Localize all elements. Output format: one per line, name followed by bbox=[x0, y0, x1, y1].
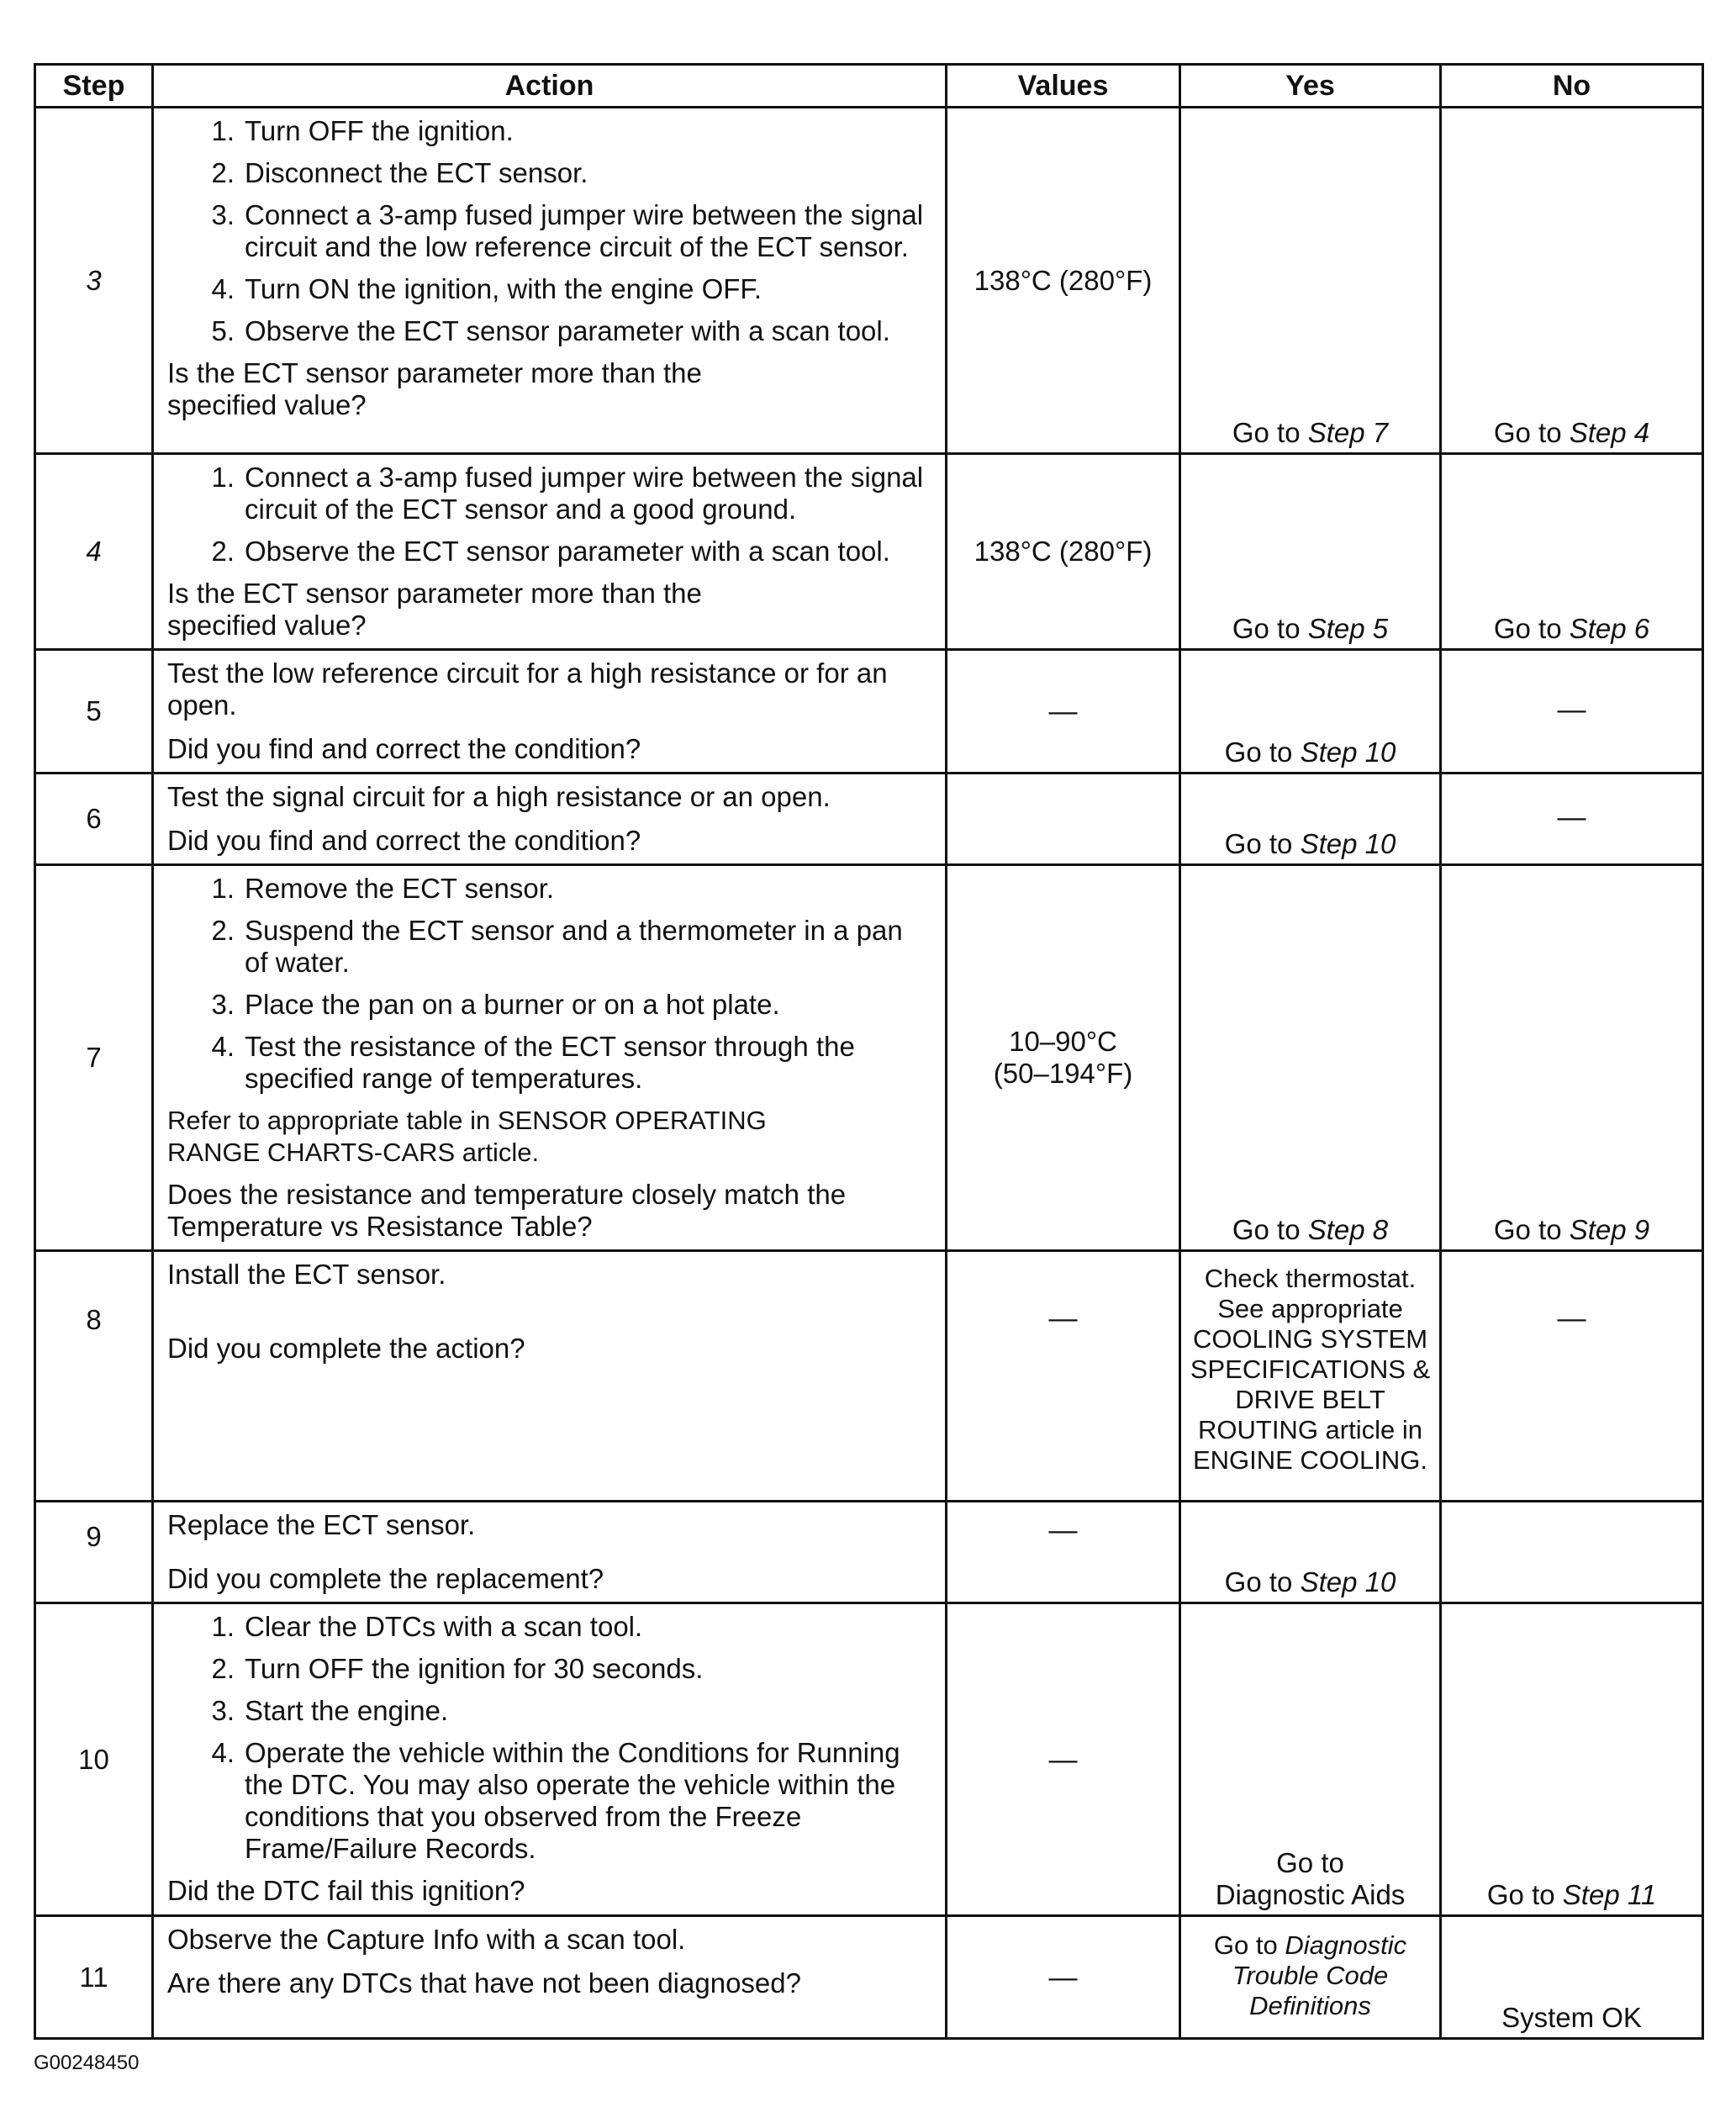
question-text: Did you find and correct the condition? bbox=[167, 733, 641, 764]
list-item: 4. Test the resistance of the ECT sensor through the specified range of temperatures. bbox=[211, 1031, 855, 1094]
table-row bbox=[35, 1916, 1703, 2039]
yes-cell: Go to Diagnostic Trouble Code Definitions bbox=[1180, 1916, 1441, 2039]
list-item: 4. Operate the vehicle within the Conditions for Running the DTC. You may also operate the vehicle within the conditions that you observed from the Freeze Frame/Failure Records. bbox=[211, 1737, 900, 1864]
header-values: Values bbox=[947, 65, 1180, 108]
no-cell: Go to Step 9 bbox=[1441, 865, 1703, 1251]
step-number: 11 bbox=[35, 1916, 153, 2039]
action-cell bbox=[153, 1603, 947, 1916]
table-row bbox=[35, 1251, 1703, 1502]
header-yes: Yes bbox=[1180, 65, 1441, 108]
value-line: 10–90°C bbox=[1009, 1026, 1117, 1057]
step-number: 3 bbox=[35, 108, 153, 454]
header-action: Action bbox=[153, 65, 947, 108]
list-item: 4. Turn ON the ignition, with the engine OFF. bbox=[211, 273, 762, 304]
yes-cell: Go to Step 5 bbox=[1180, 454, 1441, 650]
yes-cell: Go to Step 10 bbox=[1180, 774, 1441, 865]
action-cell bbox=[153, 650, 947, 774]
table-row bbox=[35, 865, 1703, 1251]
table-row bbox=[35, 1603, 1703, 1916]
list-item: 2. Turn OFF the ignition for 30 seconds. bbox=[211, 1653, 704, 1684]
no-cell: — bbox=[1441, 1251, 1703, 1502]
no-cell: Go to Step 6 bbox=[1441, 454, 1703, 650]
action-text: Observe the Capture Info with a scan tool. bbox=[167, 1924, 686, 1955]
value-cell: — bbox=[947, 650, 1180, 774]
question-text: Are there any DTCs that have not been diagnosed? bbox=[167, 1967, 801, 1999]
list-item: 3. Start the engine. bbox=[211, 1695, 449, 1726]
step-number: 8 bbox=[35, 1251, 153, 1502]
yes-line: Go to bbox=[1276, 1847, 1344, 1878]
yes-cell: Go to Step 8 bbox=[1180, 865, 1441, 1251]
action-text: Test the signal circuit for a high resistance or an open. bbox=[167, 781, 831, 812]
question-text: Did the DTC fail this ignition? bbox=[167, 1875, 525, 1906]
yes-cell: Go to Step 7 bbox=[1180, 108, 1441, 454]
header-step: Step bbox=[35, 65, 153, 108]
figure-id: G00248450 bbox=[34, 2051, 140, 2074]
value-cell bbox=[947, 774, 1180, 865]
diagnostic-table bbox=[34, 63, 1704, 2040]
no-cell: — bbox=[1441, 650, 1703, 774]
table-row bbox=[35, 650, 1703, 774]
question-text: Is the ECT sensor parameter more than the specified value? bbox=[167, 578, 702, 641]
action-cell bbox=[153, 1251, 947, 1502]
list-item: 5. Observe the ECT sensor parameter with a scan tool. bbox=[211, 315, 890, 346]
question-text: Did you find and correct the condition? bbox=[167, 825, 641, 856]
list-item: 3. Connect a 3-amp fused jumper wire between the signal circuit and the low reference circuit of the ECT sensor. bbox=[211, 199, 924, 262]
no-cell: System OK bbox=[1441, 1916, 1703, 2039]
action-text: Install the ECT sensor. bbox=[167, 1259, 446, 1290]
list-item: 2. Observe the ECT sensor parameter with a scan tool. bbox=[211, 536, 890, 567]
action-cell bbox=[153, 454, 947, 650]
table-row bbox=[35, 774, 1703, 865]
yes-line: Diagnostic Aids bbox=[1215, 1879, 1406, 1910]
yes-cell: Go to Step 10 bbox=[1180, 1502, 1441, 1603]
list-item: 1. Clear the DTCs with a scan tool. bbox=[211, 1611, 643, 1642]
no-cell: Go to Step 4 bbox=[1441, 108, 1703, 454]
value-cell: 138°C (280°F) bbox=[947, 454, 1180, 650]
list-item: 3. Place the pan on a burner or on a hot plate. bbox=[211, 989, 780, 1020]
header-row bbox=[35, 65, 1703, 108]
step-number: 10 bbox=[35, 1603, 153, 1916]
step-number: 5 bbox=[35, 650, 153, 774]
value-line: (50–194°F) bbox=[993, 1058, 1133, 1089]
question-text: Does the resistance and temperature closely match the Temperature vs Resistance Table? bbox=[167, 1179, 847, 1242]
no-cell bbox=[1441, 1502, 1703, 1603]
value-cell bbox=[947, 865, 1180, 1251]
table-row bbox=[35, 1502, 1703, 1603]
yes-cell bbox=[1180, 1603, 1441, 1916]
list-item: 2. Suspend the ECT sensor and a thermometer in a pan of water. bbox=[211, 915, 903, 978]
step-number: 6 bbox=[35, 774, 153, 865]
no-cell: Go to Step 11 bbox=[1441, 1603, 1703, 1916]
value-cell: 138°C (280°F) bbox=[947, 108, 1180, 454]
action-cell bbox=[153, 774, 947, 865]
value-cell: — bbox=[947, 1603, 1180, 1916]
header-no: No bbox=[1441, 65, 1703, 108]
action-text: Replace the ECT sensor. bbox=[167, 1509, 476, 1540]
action-cell bbox=[153, 1916, 947, 2039]
question-text: Did you complete the replacement? bbox=[167, 1563, 604, 1594]
value-cell: — bbox=[947, 1251, 1180, 1502]
table-row bbox=[35, 454, 1703, 650]
yes-cell: Go to Step 10 bbox=[1180, 650, 1441, 774]
action-text: Test the low reference circuit for a high resistance or for an open. bbox=[167, 657, 888, 721]
reference-note: Refer to appropriate table in SENSOR OPERATING RANGE CHARTS-CARS article. bbox=[167, 1106, 767, 1167]
step-number: 9 bbox=[35, 1502, 153, 1603]
list-item: 1. Connect a 3-amp fused jumper wire between the signal circuit of the ECT sensor and a good ground. bbox=[211, 462, 924, 525]
action-cell bbox=[153, 108, 947, 454]
table-row bbox=[35, 108, 1703, 454]
value-cell: — bbox=[947, 1916, 1180, 2039]
question-text: Is the ECT sensor parameter more than the specified value? bbox=[167, 357, 702, 420]
action-cell bbox=[153, 1502, 947, 1603]
list-item: 2. Disconnect the ECT sensor. bbox=[211, 157, 588, 188]
step-number: 4 bbox=[35, 454, 153, 650]
value-cell: — bbox=[947, 1502, 1180, 1603]
no-cell: — bbox=[1441, 774, 1703, 865]
list-item: 1. Turn OFF the ignition. bbox=[211, 115, 514, 146]
question-text: Did you complete the action? bbox=[167, 1333, 525, 1364]
action-cell bbox=[153, 865, 947, 1251]
yes-cell: Check thermostat. See appropriate COOLING SYSTEM SPECIFICATIONS & DRIVE BELT ROUTING article in ENGINE COOLING. bbox=[1180, 1251, 1441, 1502]
list-item: 1. Remove the ECT sensor. bbox=[211, 873, 555, 904]
step-number: 7 bbox=[35, 865, 153, 1251]
